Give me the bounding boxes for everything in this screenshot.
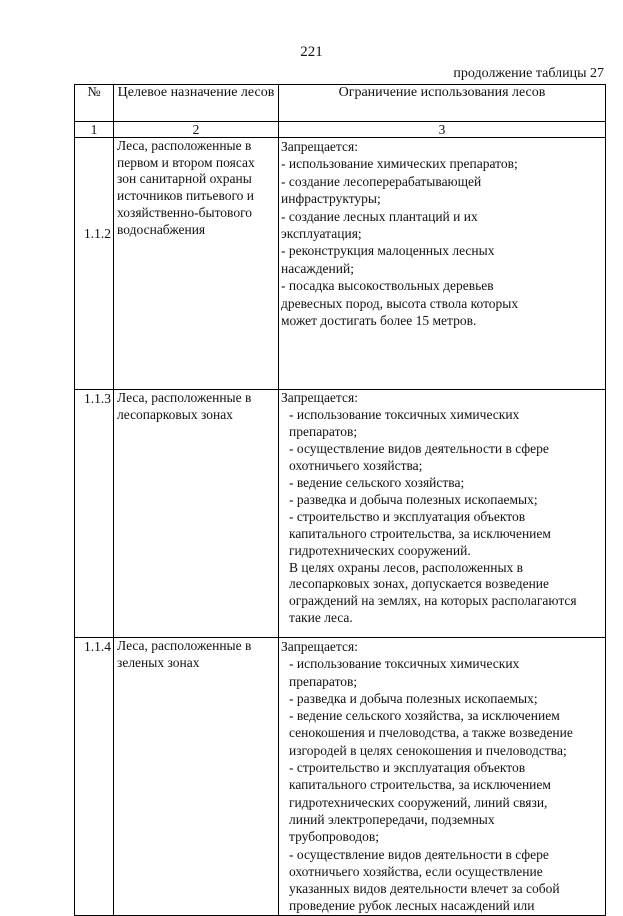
restriction-line: - создание лесных плантаций и их [281,208,478,224]
restriction-line: - использование токсичных химических [289,406,520,422]
purpose-line: водоснабжения [117,221,206,237]
restriction-line: - использование химических препаратов; [281,156,518,172]
restriction-line: проведение рубок лесных насаждений или [289,898,535,914]
restriction-line: - реконструкция малоценных лесных [281,243,495,259]
restriction-line: - осуществление видов деятельности в сфере [289,440,549,456]
table-row [75,390,606,638]
restriction-line: охотничьего хозяйства, если осуществление [289,863,543,879]
table-continuation-label: продолжение таблицы 27 [453,66,604,81]
column-number: 1 [75,122,114,138]
restriction-line: капитального строительства, за исключением [289,525,551,541]
restriction-line: В целях охраны лесов, расположенных в [289,559,524,575]
restriction-line: Запрещается: [281,139,358,154]
restriction-line: ограждений на землях, на которых располагаются [289,593,577,609]
header-number: № [75,85,114,122]
table-row [75,138,606,390]
purpose-line: источников питьевого и [117,188,255,204]
restriction-line: сенокошения и пчеловодства, а также возведение [289,725,573,741]
restriction-line: эксплуатация; [281,226,362,242]
restriction-line: древесных пород, высота ствола которых [281,295,519,311]
restriction-line: может достигать более 15 метров. [281,313,477,329]
restriction-line: Запрещается: [281,639,358,654]
restriction-line: препаратов; [289,673,358,689]
purpose-line: Леса, расположенные в [117,390,252,405]
restriction-line: гидротехнических сооружений. [289,542,471,558]
restriction-line: - создание лесоперерабатывающей [281,173,482,189]
header-purpose: Целевое назначение лесов [114,85,279,122]
restriction-line: капитального строительства, за исключением [289,777,551,793]
forest-purpose-cell [114,638,279,916]
purpose-line: лесопарковых зонах [117,406,233,422]
page-number: 221 [300,44,323,60]
purpose-line: Леса, расположенные в [117,638,252,653]
restrictions-table [74,84,606,916]
forest-purpose-cell [114,138,279,390]
row-number: 1.1.4 [75,638,114,916]
restriction-line: трубопроводов; [289,829,379,845]
forest-purpose-cell [114,390,279,638]
restriction-line: - ведение сельского хозяйства; [289,474,465,490]
restriction-line: такие леса. [289,610,353,626]
restriction-cell [279,390,606,638]
restriction-cell [279,638,606,916]
restriction-line: указанных видов деятельности влечет за собой [289,881,560,897]
restriction-line: линий электропередачи, подземных [289,811,495,827]
restriction-line: лесопарковых зонах, допускается возведение [289,576,550,592]
restriction-cell [279,138,606,390]
restriction-line: инфраструктуры; [281,191,381,207]
column-number: 3 [279,122,606,138]
purpose-line: зеленых зонах [117,654,200,670]
restriction-line: - осуществление видов деятельности в сфере [289,846,549,862]
purpose-line: хозяйственно-бытового [117,204,253,220]
restriction-line: Запрещается: [281,390,358,405]
restriction-line: гидротехнических сооружений, линий связи, [289,794,548,810]
column-numbers-row [75,122,606,138]
restriction-line: - использование токсичных химических [289,656,520,672]
table-header-row [75,85,606,122]
restriction-line: насаждений; [281,260,354,276]
restriction-line: - посадка высокоствольных деревьев [281,278,494,294]
restriction-line: - ведение сельского хозяйства, за исключением [289,708,560,724]
purpose-line: Леса, расположенные в [117,138,252,153]
column-number: 2 [114,122,279,138]
header-restriction: Ограничение использования лесов [279,85,606,122]
row-number: 1.1.3 [75,390,114,638]
restriction-line: - разведка и добыча полезных ископаемых; [289,690,538,706]
restriction-line: - строительство и эксплуатация объектов [289,760,526,776]
restriction-line: - строительство и эксплуатация объектов [289,508,526,524]
purpose-line: зон санитарной охраны [117,171,252,187]
restriction-line: - разведка и добыча полезных ископаемых; [289,491,538,507]
restriction-line: изгородей в целях сенокошения и пчеловодства; [289,742,567,758]
purpose-line: первом и втором поясах [117,154,255,170]
table-row [75,638,606,916]
restriction-line: препаратов; [289,423,358,439]
row-number: 1.1.2 [75,138,114,390]
restriction-line: охотничьего хозяйства; [289,457,423,473]
